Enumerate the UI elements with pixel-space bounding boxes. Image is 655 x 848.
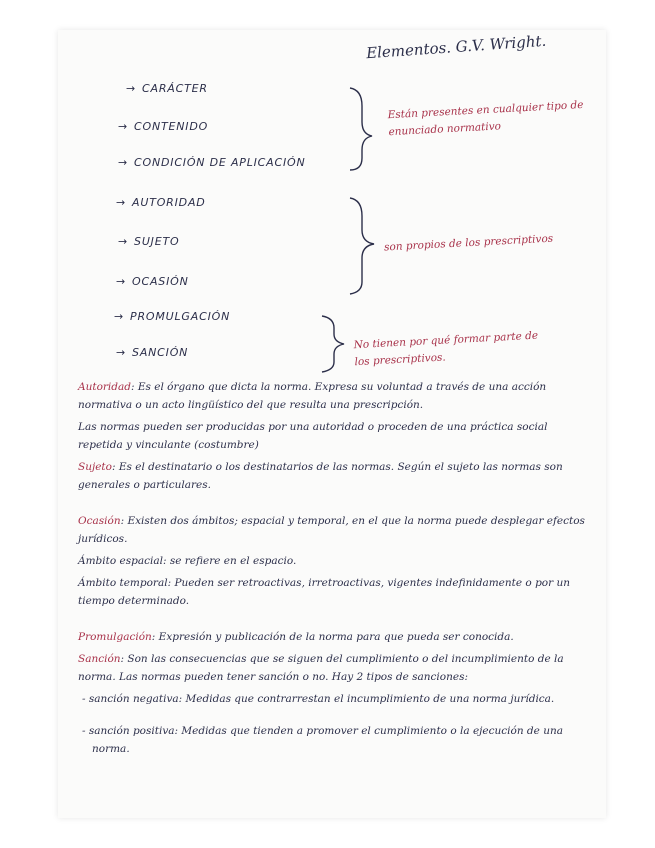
term-sujeto: Sujeto [78,461,112,473]
element-label: AUTORIDAD [132,196,206,209]
note-sancion-negativa: - sanción negativa: Medidas que contrarrestan el incumplimiento de una norma jurídica. [82,693,555,705]
note-ocasion-text: : Existen dos ámbitos; espacial y temporal, en el que la norma puede desplegar efectos jurídicos. [78,515,585,545]
element-label: CARÁCTER [142,82,208,95]
note-sancion-positiva: - sanción positiva: Medidas que tienden a promover el cumplimiento o la ejecución de una norma. [82,725,563,755]
bracket-note-third: No tienen por qué formar parte de los prescriptivos. [353,329,539,369]
note-ocasion [78,512,588,548]
term-autoridad: Autoridad [78,381,131,393]
note-sujeto-text: : Es el destinatario o los destinatarios de las normas. Según el sujeto las normas son generales o particulares. [78,461,563,491]
element-label: PROMULGACIÓN [130,310,231,323]
arrow-icon: → [116,196,127,209]
element-label: SUJETO [134,235,180,248]
term-sancion: Sanción [78,653,121,665]
note-sujeto [78,458,588,494]
term-ocasion: Ocasión [78,515,121,527]
element-label: SANCIÓN [132,346,189,359]
element-label: CONDICIÓN DE APLICACIÓN [134,156,306,169]
arrow-icon: → [118,235,129,248]
notebook-page [58,30,606,818]
note-autoridad-text: : Es el órgano que dicta la norma. Expresa su voluntad a través de una acción normativa o un acto lingüístico del que resulta una prescripción. [78,381,547,411]
bracket-second [350,198,374,294]
bracket-third [322,316,344,372]
note-ambito-espacial: Ámbito espacial: se refiere en el espacio. [78,555,297,567]
element-label: CONTENIDO [134,120,209,133]
bracket-first [350,88,372,170]
bracket-note-first: Están presentes en cualquier tipo de enunciado normativo [387,98,584,139]
arrow-icon: → [118,120,129,133]
note-promulgacion-text: : Expresión y publicación de la norma para que pueda ser conocida. [151,631,514,643]
notes-section [78,378,588,772]
note-autoridad-2: Las normas pueden ser producidas por una autoridad o proceden de una práctica social repetida y vinculante (costumbre) [78,421,548,451]
term-promulgacion: Promulgación [78,631,152,643]
arrow-icon: → [118,156,129,169]
arrow-icon: → [116,346,127,359]
page-title: Elementos. G.V. Wright. [365,31,547,63]
note-sancion [78,650,588,686]
note-ambito-temporal: Ámbito temporal: Pueden ser retroactivas, irretroactivas, vigentes indefinidamente o por un tiempo determinado. [78,577,570,607]
note-sancion-text: : Son las consecuencias que se siguen del cumplimiento o del incumplimiento de la norma. Las normas pueden tener sanción o no. Hay 2 tipos de sanciones: [78,653,564,683]
note-promulgacion [78,628,588,646]
bracket-note-second: son propios de los prescriptivos [383,232,554,254]
arrow-icon: → [114,310,125,323]
element-label: OCASIÓN [132,275,189,288]
arrow-icon: → [116,275,127,288]
arrow-icon: → [126,82,137,95]
note-autoridad [78,378,588,414]
